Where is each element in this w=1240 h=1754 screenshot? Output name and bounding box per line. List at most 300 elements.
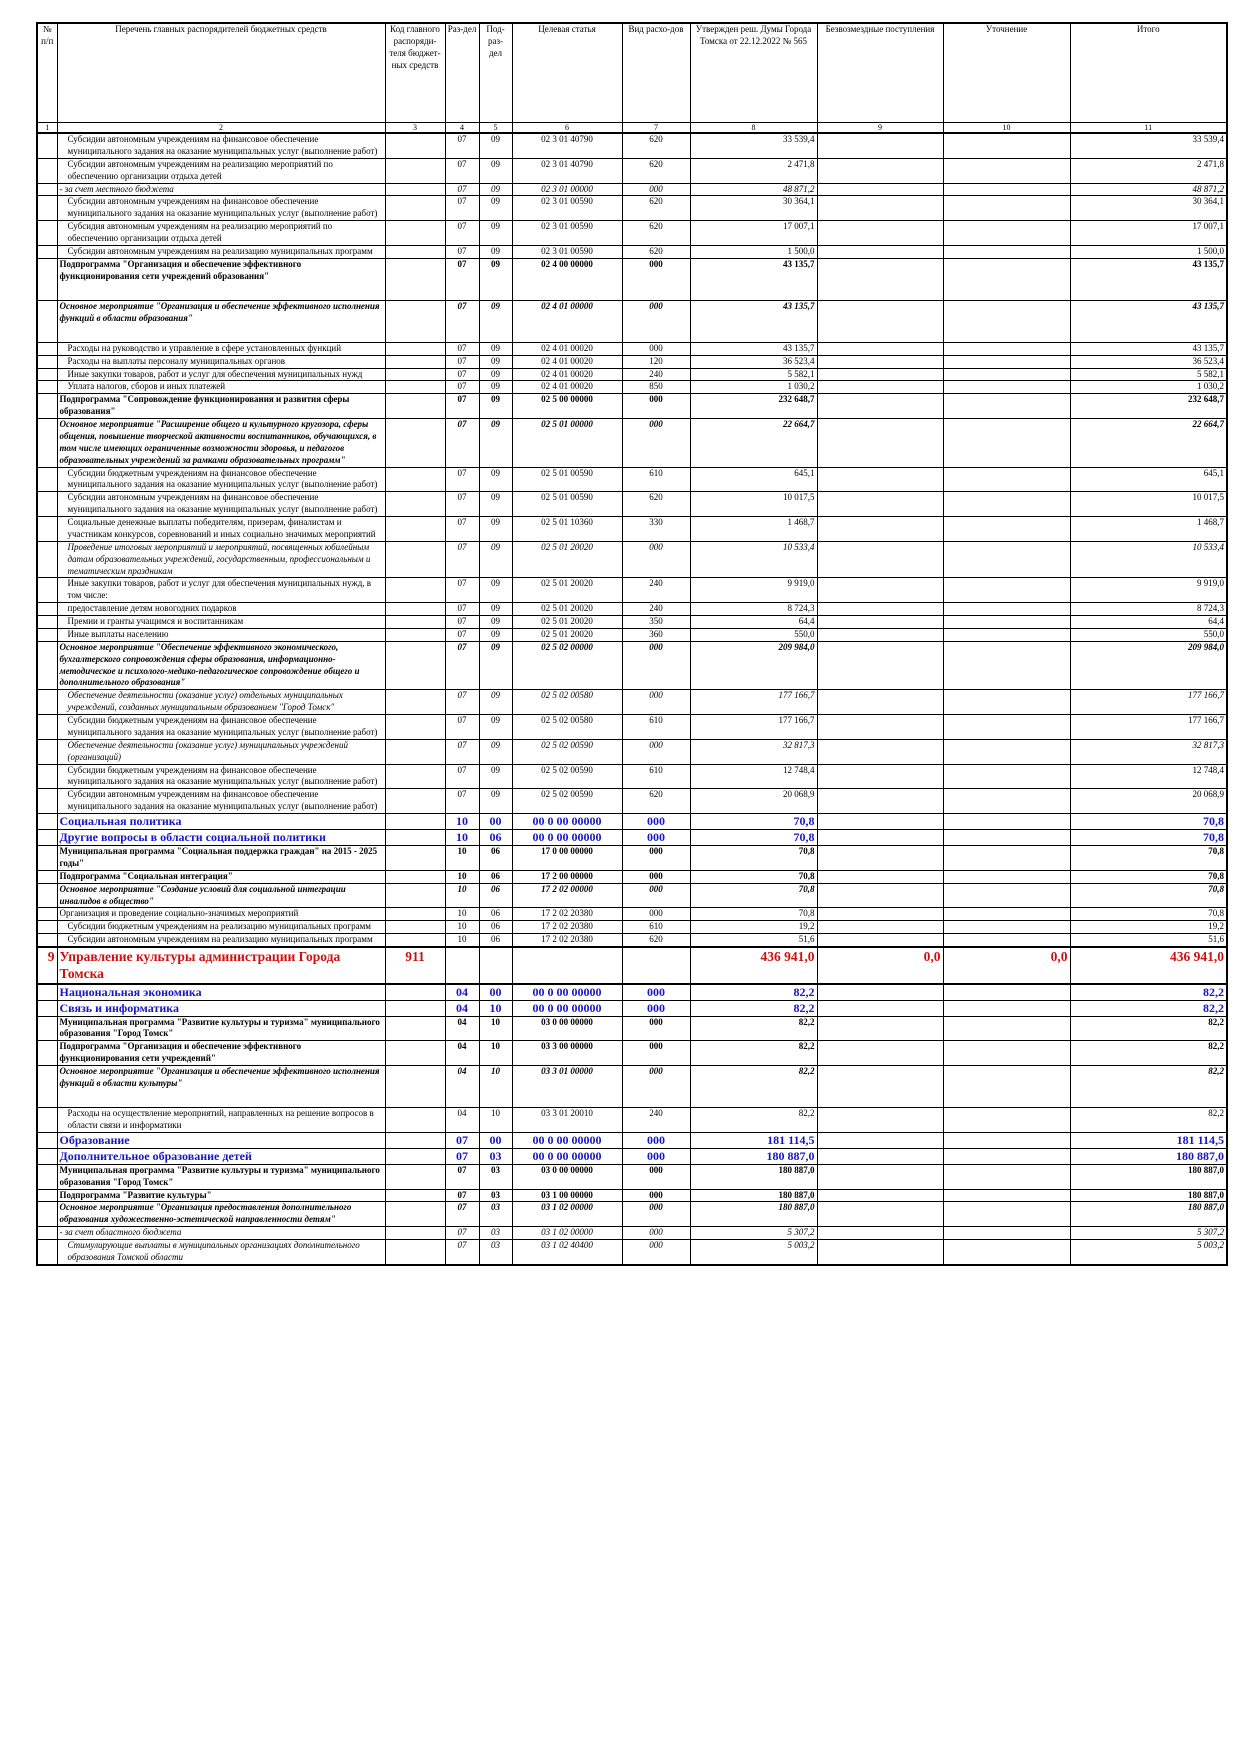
cell-approved: 181 114,5 <box>690 1132 817 1148</box>
cell-gratuitous <box>817 628 943 641</box>
cell-clarification <box>943 1240 1070 1265</box>
cell-code <box>385 158 445 183</box>
cell-number <box>37 908 57 921</box>
cell-number <box>37 870 57 883</box>
cell-number <box>37 690 57 715</box>
cell-target: 02 4 01 00020 <box>512 342 622 355</box>
cell-razdel: 07 <box>445 541 479 578</box>
cell-expense-type: 000 <box>622 1189 690 1202</box>
table-header <box>37 23 1227 133</box>
cell-target: 03 1 02 40400 <box>512 1240 622 1265</box>
cell-name: Субсидии автономным учреждениям на финансовое обеспечение муниципального задания на оказание муниципальных услуг (выполнение работ) <box>57 133 385 158</box>
cell-gratuitous <box>817 300 943 342</box>
cell-clarification <box>943 381 1070 394</box>
cell-approved: 180 887,0 <box>690 1148 817 1164</box>
table-row <box>37 1108 1227 1133</box>
cell-expense-type: 000 <box>622 419 690 468</box>
cell-total: 10 017,5 <box>1070 492 1227 517</box>
cell-razdel: 04 <box>445 1108 479 1133</box>
cell-number <box>37 300 57 342</box>
table-row <box>37 641 1227 690</box>
cell-podrazdel: 09 <box>479 221 512 246</box>
cell-total: 180 887,0 <box>1070 1164 1227 1189</box>
cell-target: 02 4 00 00000 <box>512 258 622 300</box>
table-row <box>37 883 1227 908</box>
cell-razdel: 07 <box>445 739 479 764</box>
cell-code <box>385 381 445 394</box>
cell-code <box>385 1240 445 1265</box>
cell-podrazdel: 10 <box>479 1108 512 1133</box>
cell-razdel: 04 <box>445 1016 479 1041</box>
cell-expense-type: 000 <box>622 258 690 300</box>
cell-clarification <box>943 628 1070 641</box>
cell-code <box>385 578 445 603</box>
cell-clarification <box>943 368 1070 381</box>
cell-name: Основное мероприятие "Расширение общего и культурного кругозора, сферы общения, повышение творческой активности воспитанников, обучающихся, в том числе имеющих ограниченные возможности здоровья, и педагогов образовательных учреждений за рамками образовательных программ" <box>57 419 385 468</box>
table-row <box>37 846 1227 871</box>
table-row <box>37 1227 1227 1240</box>
table-row <box>37 934 1227 947</box>
cell-name: Обеспечение деятельности (оказание услуг) отдельных муниципальных учреждений, созданных муниципальным образованием "Город Томск" <box>57 690 385 715</box>
cell-number <box>37 641 57 690</box>
cell-name: Иные закупки товаров, работ и услуг для обеспечения муниципальных нужд <box>57 368 385 381</box>
cell-expense-type: 000 <box>622 908 690 921</box>
cell-target: 02 3 01 40790 <box>512 133 622 158</box>
cell-clarification <box>943 715 1070 740</box>
cell-approved: 8 724,3 <box>690 603 817 616</box>
cell-podrazdel: 09 <box>479 641 512 690</box>
cell-target: 02 5 02 00580 <box>512 690 622 715</box>
cell-approved: 19,2 <box>690 921 817 934</box>
cell-approved: 70,8 <box>690 883 817 908</box>
cell-clarification <box>943 300 1070 342</box>
cell-target: 02 5 01 10360 <box>512 517 622 542</box>
cell-razdel: 07 <box>445 258 479 300</box>
cell-expense-type: 610 <box>622 764 690 789</box>
section-row <box>37 1132 1227 1148</box>
cell-gratuitous <box>817 133 943 158</box>
cell-name: Социальные денежные выплаты победителям, призерам, финалистам и участникам конкурсов, соревнований и иных социально значимых мероприятий <box>57 517 385 542</box>
table-row <box>37 133 1227 158</box>
cell-number <box>37 541 57 578</box>
cell-razdel: 10 <box>445 921 479 934</box>
cell-name: Организация и проведение социально-значимых мероприятий <box>57 908 385 921</box>
cell-code <box>385 492 445 517</box>
cell-gratuitous <box>817 739 943 764</box>
cell-gratuitous <box>817 1132 943 1148</box>
table-row <box>37 467 1227 492</box>
cell-name: Основное мероприятие "Организация предоставления дополнительного образования художественно-эстетической направленности детям" <box>57 1202 385 1227</box>
cell-approved: 5 582,1 <box>690 368 817 381</box>
cell-number <box>37 789 57 814</box>
cell-approved: 43 135,7 <box>690 300 817 342</box>
cell-podrazdel <box>479 947 512 984</box>
col-header-no: № п/п <box>37 23 57 123</box>
cell-total: 10 533,4 <box>1070 541 1227 578</box>
cell-total: 70,8 <box>1070 883 1227 908</box>
cell-approved: 82,2 <box>690 1000 817 1016</box>
cell-razdel: 07 <box>445 368 479 381</box>
cell-total: 177 166,7 <box>1070 690 1227 715</box>
cell-approved: 20 068,9 <box>690 789 817 814</box>
cell-razdel: 07 <box>445 245 479 258</box>
cell-total: 17 007,1 <box>1070 221 1227 246</box>
table-row <box>37 221 1227 246</box>
cell-approved: 82,2 <box>690 1016 817 1041</box>
cell-podrazdel: 10 <box>479 1066 512 1108</box>
cell-podrazdel: 03 <box>479 1164 512 1189</box>
cell-code <box>385 1189 445 1202</box>
cell-code <box>385 394 445 419</box>
cell-podrazdel: 06 <box>479 883 512 908</box>
cell-approved: 177 166,7 <box>690 690 817 715</box>
cell-podrazdel: 09 <box>479 764 512 789</box>
col-number: 1 <box>37 123 57 134</box>
cell-expense-type: 000 <box>622 830 690 846</box>
cell-name: Расходы на руководство и управление в сфере установленных функций <box>57 342 385 355</box>
table-row <box>37 715 1227 740</box>
cell-gratuitous <box>817 221 943 246</box>
cell-name: Муниципальная программа "Развитие культуры и туризма" муниципального образования "Город Томск" <box>57 1164 385 1189</box>
cell-gratuitous <box>817 984 943 1001</box>
cell-name: Другие вопросы в области социальной политики <box>57 830 385 846</box>
cell-razdel: 07 <box>445 1164 479 1189</box>
cell-name: предоставление детям новогодних подарков <box>57 603 385 616</box>
cell-total: 82,2 <box>1070 1066 1227 1108</box>
cell-expense-type: 620 <box>622 133 690 158</box>
cell-name: Субсидии автономным учреждениям на реализацию муниципальных программ <box>57 934 385 947</box>
cell-code <box>385 603 445 616</box>
cell-clarification <box>943 921 1070 934</box>
table-row <box>37 1016 1227 1041</box>
cell-razdel: 07 <box>445 419 479 468</box>
cell-total: 70,8 <box>1070 870 1227 883</box>
table-row <box>37 1189 1227 1202</box>
cell-razdel: 10 <box>445 846 479 871</box>
cell-number <box>37 245 57 258</box>
cell-target: 02 5 01 00000 <box>512 419 622 468</box>
cell-target: 02 4 01 00020 <box>512 381 622 394</box>
cell-clarification <box>943 641 1070 690</box>
cell-name: Муниципальная программа "Развитие культуры и туризма" муниципального образования "Город Томск" <box>57 1016 385 1041</box>
cell-razdel: 07 <box>445 628 479 641</box>
cell-total: 5 003,2 <box>1070 1240 1227 1265</box>
cell-clarification <box>943 870 1070 883</box>
cell-code <box>385 908 445 921</box>
cell-number <box>37 1000 57 1016</box>
cell-expense-type: 000 <box>622 1240 690 1265</box>
cell-target: 02 5 02 00580 <box>512 715 622 740</box>
cell-razdel: 07 <box>445 355 479 368</box>
cell-razdel: 07 <box>445 492 479 517</box>
cell-podrazdel: 09 <box>479 690 512 715</box>
cell-podrazdel: 00 <box>479 1132 512 1148</box>
table-row <box>37 690 1227 715</box>
cell-name: Подпрограмма "Организация и обеспечение эффективного функционирования сети учреждений" <box>57 1041 385 1066</box>
cell-razdel: 10 <box>445 934 479 947</box>
cell-total: 82,2 <box>1070 1041 1227 1066</box>
cell-name: Субсидии бюджетным учреждениям на финансовое обеспечение муниципального задания на оказание муниципальных услуг (выполнение работ) <box>57 764 385 789</box>
cell-podrazdel: 06 <box>479 921 512 934</box>
department-row <box>37 947 1227 984</box>
cell-podrazdel: 00 <box>479 814 512 830</box>
cell-razdel: 07 <box>445 196 479 221</box>
cell-code <box>385 342 445 355</box>
cell-razdel: 07 <box>445 1148 479 1164</box>
cell-gratuitous <box>817 1108 943 1133</box>
cell-code <box>385 830 445 846</box>
cell-gratuitous <box>817 381 943 394</box>
table-row <box>37 300 1227 342</box>
section-row <box>37 814 1227 830</box>
table-row <box>37 603 1227 616</box>
cell-code <box>385 196 445 221</box>
col-header-code: Код главного распоряди-теля бюджет-ных средств <box>385 23 445 123</box>
cell-razdel: 07 <box>445 221 479 246</box>
cell-gratuitous <box>817 419 943 468</box>
cell-razdel: 07 <box>445 1189 479 1202</box>
cell-code <box>385 467 445 492</box>
cell-name: Субсидии автономным учреждениям на реализацию муниципальных программ <box>57 245 385 258</box>
cell-number <box>37 984 57 1001</box>
cell-clarification <box>943 764 1070 789</box>
section-row <box>37 1148 1227 1164</box>
cell-approved: 10 533,4 <box>690 541 817 578</box>
cell-podrazdel: 09 <box>479 158 512 183</box>
cell-total: 30 364,1 <box>1070 196 1227 221</box>
cell-target: 17 2 02 00000 <box>512 883 622 908</box>
cell-expense-type: 000 <box>622 1066 690 1108</box>
cell-name: Основное мероприятие "Обеспечение эффективного экономического, бухгалтерского сопровождения сферы образования, информационно-методическое и психолого-медико-педагогическое сопровождение общего и дополнительного образования" <box>57 641 385 690</box>
cell-podrazdel: 06 <box>479 908 512 921</box>
cell-approved: 33 539,4 <box>690 133 817 158</box>
table-body <box>37 133 1227 1265</box>
budget-sheet <box>36 22 1224 1266</box>
cell-gratuitous <box>817 616 943 629</box>
cell-target: 00 0 00 00000 <box>512 984 622 1001</box>
cell-podrazdel: 03 <box>479 1202 512 1227</box>
cell-name: Социальная политика <box>57 814 385 830</box>
cell-podrazdel: 09 <box>479 467 512 492</box>
table-row <box>37 492 1227 517</box>
cell-podrazdel: 09 <box>479 628 512 641</box>
col-header-podrazdel: Под-раз-дел <box>479 23 512 123</box>
cell-approved: 70,8 <box>690 908 817 921</box>
cell-razdel: 07 <box>445 183 479 196</box>
cell-approved: 1 468,7 <box>690 517 817 542</box>
cell-gratuitous <box>817 342 943 355</box>
cell-clarification <box>943 467 1070 492</box>
cell-total: 180 887,0 <box>1070 1189 1227 1202</box>
cell-expense-type: 620 <box>622 492 690 517</box>
cell-clarification <box>943 934 1070 947</box>
cell-clarification <box>943 133 1070 158</box>
cell-name: Расходы на выплаты персоналу муниципальных органов <box>57 355 385 368</box>
cell-total: 1 030,2 <box>1070 381 1227 394</box>
cell-clarification <box>943 1041 1070 1066</box>
cell-target: 02 5 01 00590 <box>512 492 622 517</box>
cell-expense-type: 000 <box>622 984 690 1001</box>
cell-gratuitous <box>817 908 943 921</box>
cell-podrazdel: 03 <box>479 1240 512 1265</box>
cell-name: Основное мероприятие "Создание условий для социальной интеграции инвалидов в общество" <box>57 883 385 908</box>
cell-number <box>37 394 57 419</box>
cell-total: 2 471,8 <box>1070 158 1227 183</box>
cell-expense-type <box>622 947 690 984</box>
cell-podrazdel: 09 <box>479 578 512 603</box>
table-row <box>37 158 1227 183</box>
cell-target: 17 2 02 20380 <box>512 921 622 934</box>
cell-code <box>385 368 445 381</box>
cell-expense-type: 620 <box>622 934 690 947</box>
cell-number <box>37 814 57 830</box>
table-row <box>37 342 1227 355</box>
cell-gratuitous <box>817 1041 943 1066</box>
cell-razdel: 04 <box>445 1000 479 1016</box>
cell-name: Субсидия автономным учреждениям на реализацию мероприятий по обеспечению организации отдыха детей <box>57 221 385 246</box>
cell-razdel: 07 <box>445 394 479 419</box>
cell-approved: 5 307,2 <box>690 1227 817 1240</box>
cell-razdel: 10 <box>445 908 479 921</box>
cell-clarification <box>943 492 1070 517</box>
cell-total: 22 664,7 <box>1070 419 1227 468</box>
cell-name: Субсидии бюджетным учреждениям на финансовое обеспечение муниципального задания на оказание муниципальных услуг (выполнение работ) <box>57 715 385 740</box>
cell-approved: 82,2 <box>690 984 817 1001</box>
cell-gratuitous <box>817 1240 943 1265</box>
cell-code <box>385 1000 445 1016</box>
cell-target: 03 1 00 00000 <box>512 1189 622 1202</box>
cell-code <box>385 355 445 368</box>
cell-razdel: 07 <box>445 1227 479 1240</box>
cell-clarification <box>943 883 1070 908</box>
cell-gratuitous <box>817 158 943 183</box>
col-number: 10 <box>943 123 1070 134</box>
cell-approved: 17 007,1 <box>690 221 817 246</box>
cell-clarification <box>943 1132 1070 1148</box>
cell-code <box>385 1016 445 1041</box>
cell-total: 43 135,7 <box>1070 300 1227 342</box>
cell-total: 43 135,7 <box>1070 342 1227 355</box>
cell-total: 82,2 <box>1070 984 1227 1001</box>
col-header-approved: Утвержден реш. Думы Города Томска от 22.12.2022 № 565 <box>690 23 817 123</box>
budget-table <box>36 22 1228 1266</box>
cell-name: Связь и информатика <box>57 1000 385 1016</box>
cell-target: 17 0 00 00000 <box>512 846 622 871</box>
cell-code <box>385 1108 445 1133</box>
table-row <box>37 628 1227 641</box>
cell-clarification <box>943 1108 1070 1133</box>
cell-name: - за счет местного бюджета <box>57 183 385 196</box>
cell-code <box>385 883 445 908</box>
cell-podrazdel: 10 <box>479 1000 512 1016</box>
cell-gratuitous <box>817 368 943 381</box>
cell-total: 32 817,3 <box>1070 739 1227 764</box>
cell-clarification <box>943 517 1070 542</box>
cell-name: Подпрограмма "Организация и обеспечение эффективного функционирования сети учреждений образования" <box>57 258 385 300</box>
cell-podrazdel: 06 <box>479 830 512 846</box>
cell-approved: 180 887,0 <box>690 1189 817 1202</box>
cell-approved: 43 135,7 <box>690 258 817 300</box>
cell-clarification <box>943 1148 1070 1164</box>
cell-clarification <box>943 1000 1070 1016</box>
cell-target: 00 0 00 00000 <box>512 1000 622 1016</box>
cell-code <box>385 1227 445 1240</box>
cell-name: Дополнительное образование детей <box>57 1148 385 1164</box>
cell-code <box>385 300 445 342</box>
cell-number <box>37 517 57 542</box>
cell-code <box>385 764 445 789</box>
table-row <box>37 1240 1227 1265</box>
col-header-name: Перечень главных распорядителей бюджетных средств <box>57 23 385 123</box>
cell-target: 02 5 01 20020 <box>512 616 622 629</box>
cell-clarification <box>943 690 1070 715</box>
cell-podrazdel: 09 <box>479 541 512 578</box>
cell-expense-type: 620 <box>622 245 690 258</box>
cell-code <box>385 1202 445 1227</box>
cell-podrazdel: 09 <box>479 342 512 355</box>
cell-gratuitous: 0,0 <box>817 947 943 984</box>
cell-code <box>385 690 445 715</box>
cell-total: 180 887,0 <box>1070 1148 1227 1164</box>
cell-name: Стимулирующие выплаты в муниципальных организациях дополнительного образования Томской области <box>57 1240 385 1265</box>
cell-name: Подпрограмма "Социальная интеграция" <box>57 870 385 883</box>
cell-gratuitous <box>817 1000 943 1016</box>
cell-expense-type: 000 <box>622 183 690 196</box>
cell-podrazdel: 09 <box>479 492 512 517</box>
cell-total: 1 468,7 <box>1070 517 1227 542</box>
cell-name: Субсидии автономным учреждениям на финансовое обеспечение муниципального задания на оказание муниципальных услуг (выполнение работ) <box>57 196 385 221</box>
cell-target: 02 5 02 00590 <box>512 739 622 764</box>
cell-clarification <box>943 1066 1070 1108</box>
cell-name: Образование <box>57 1132 385 1148</box>
cell-podrazdel: 03 <box>479 1227 512 1240</box>
cell-gratuitous <box>817 492 943 517</box>
cell-gratuitous <box>817 641 943 690</box>
cell-number <box>37 739 57 764</box>
cell-name: Основное мероприятие "Организация и обеспечение эффективного исполнения функций в области культуры" <box>57 1066 385 1108</box>
table-row <box>37 789 1227 814</box>
cell-number <box>37 1240 57 1265</box>
cell-name: Подпрограмма "Развитие культуры" <box>57 1189 385 1202</box>
cell-total: 20 068,9 <box>1070 789 1227 814</box>
cell-expense-type: 240 <box>622 578 690 603</box>
cell-total: 43 135,7 <box>1070 258 1227 300</box>
cell-number <box>37 1016 57 1041</box>
cell-target: 00 0 00 00000 <box>512 1132 622 1148</box>
cell-total: 19,2 <box>1070 921 1227 934</box>
cell-name: Субсидии бюджетным учреждениям на финансовое обеспечение муниципального задания на оказание муниципальных услуг (выполнение работ) <box>57 467 385 492</box>
table-row <box>37 1066 1227 1108</box>
cell-code: 911 <box>385 947 445 984</box>
cell-number <box>37 355 57 368</box>
cell-approved: 9 919,0 <box>690 578 817 603</box>
cell-approved: 550,0 <box>690 628 817 641</box>
table-row <box>37 921 1227 934</box>
cell-approved: 36 523,4 <box>690 355 817 368</box>
cell-total: 181 114,5 <box>1070 1132 1227 1148</box>
cell-expense-type: 000 <box>622 690 690 715</box>
cell-target: 02 5 02 00000 <box>512 641 622 690</box>
cell-podrazdel: 10 <box>479 1016 512 1041</box>
table-row <box>37 541 1227 578</box>
col-header-gratuitous: Безвозмездные поступления <box>817 23 943 123</box>
table-row <box>37 368 1227 381</box>
cell-code <box>385 183 445 196</box>
cell-number <box>37 1189 57 1202</box>
cell-podrazdel: 09 <box>479 715 512 740</box>
cell-gratuitous <box>817 603 943 616</box>
cell-approved: 209 984,0 <box>690 641 817 690</box>
